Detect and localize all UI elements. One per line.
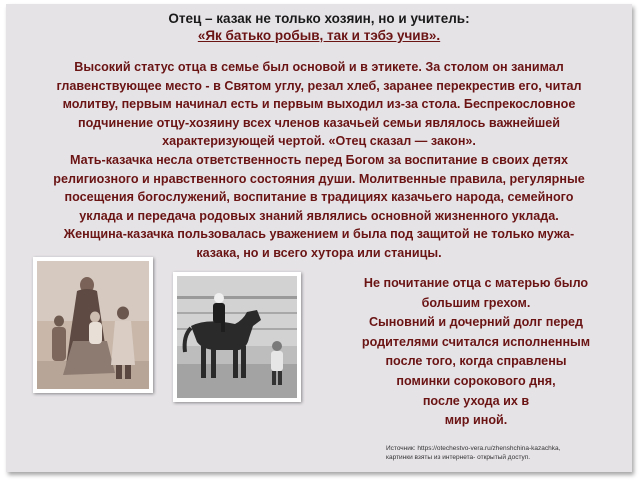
- side-text-line: после ухода их в: [422, 393, 530, 408]
- side-text-line: Сыновний и дочерний долг перед: [368, 315, 584, 330]
- main-text-block: [16, 58, 622, 263]
- source-note: [386, 444, 626, 462]
- main-text-line: Мать-казачка несла ответственность перед Богом за воспитание в своих детях: [69, 152, 569, 167]
- main-text-line: казака, но и всего хутора или станицы.: [196, 245, 442, 260]
- photo-cossack-mother-with-children: [33, 257, 153, 393]
- slide: [6, 4, 632, 472]
- main-text-line: религиозного и нравственного состояния души. Молитвенные правила, регулярные: [53, 171, 585, 186]
- photo-horse-image: [177, 276, 297, 398]
- main-text-line: главенствующее место - в Святом углу, резал хлеб, заранее перекрестив его, читал: [56, 78, 582, 93]
- side-text-line: поминки сорокового дня,: [396, 373, 556, 388]
- main-text-line: характеризующей чертой. «Отец сказал — закон».: [162, 134, 476, 149]
- title-proverb: «Як батько робыв, так и тэбэ учив».: [197, 28, 441, 43]
- photo-child-on-horse: [173, 272, 301, 402]
- side-text-line: родителями считался исполненным: [361, 334, 591, 349]
- side-text-line: мир иной.: [444, 413, 508, 428]
- side-text-line: большим грехом.: [421, 295, 531, 310]
- main-text-line: посещения богослужений, воспитание в традициях казачьего народа, семейного: [64, 190, 574, 205]
- photo-mother-children-image: [37, 261, 149, 389]
- title-line-1: Отец – казак не только хозяин, но и учитель:: [168, 11, 470, 26]
- main-text-line: молитву, первым начинал есть и первым выходил из-за стола. Беспрекословное: [62, 97, 576, 112]
- slide-title: [6, 10, 632, 44]
- main-text-line: уклада и передача родовых знаний являлись основной жизненного уклада.: [79, 208, 559, 223]
- main-text-line: Высокий статус отца в семье был основой и в этикете. За столом он занимал: [74, 60, 564, 74]
- side-text-line: Не почитание отца с матерью было: [363, 276, 589, 290]
- source-line-2: картинки взяты из интернета- открытый доступ.: [386, 454, 531, 461]
- main-text-line: Женщина-казачка пользовалась уважением и была под защитой не только мужа-: [63, 227, 575, 242]
- main-text-line: подчинение отцу-хозяину всех членов казачьей семьи являлось важнейшей: [78, 115, 560, 130]
- source-line-1: Источник: https://otechestvo-vera.ru/zhenshchina-kazachka,: [386, 445, 561, 452]
- side-text-line: после того, когда справлены: [385, 354, 567, 369]
- side-text-block: [339, 274, 613, 431]
